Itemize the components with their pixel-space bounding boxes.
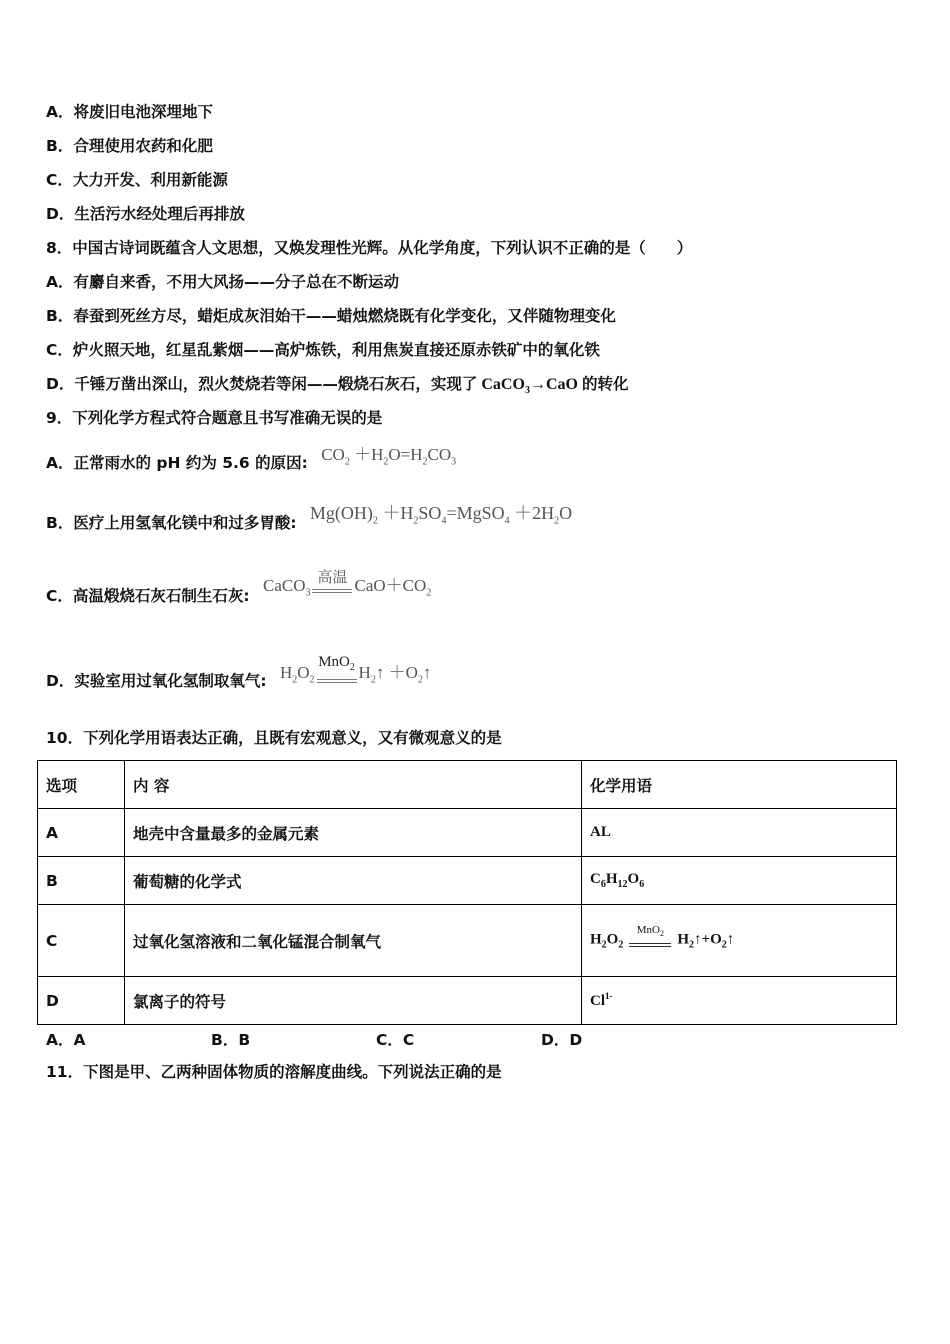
q7-option-c: C．大力开发、利用新能源 (46, 171, 228, 189)
q9-option-b (46, 503, 572, 532)
q8-option-c: C．炉火照天地，红星乱紫烟——高炉炼铁，利用焦炭直接还原赤铁矿中的氧化铁 (46, 341, 600, 359)
row-option: C (38, 905, 125, 977)
row-option: D (38, 977, 125, 1025)
row-symbol: AL (582, 809, 897, 857)
q7-option-a: A．将废旧电池深埋地下 (46, 103, 213, 121)
q9-option-a-label: A．正常雨水的 pH 约为 5.6 的原因: (46, 454, 308, 472)
table-row (38, 857, 897, 905)
q8-option-d-text: D．千锤万凿出深山，烈火焚烧若等闲——煅烧石灰石，实现了 (46, 375, 478, 393)
q8-option-d (46, 374, 628, 401)
row-symbol-equation: $H_2O_2$ MnO$_2$ $H_2↑+O_2↑$ (582, 905, 897, 977)
q9-option-a (46, 445, 456, 472)
row-content: 过氧化氢溶液和二氧化锰混合制氧气 (125, 905, 582, 977)
q9-option-d (46, 648, 432, 691)
row-content: 氯离子的符号 (125, 977, 582, 1025)
q7-option-d: D．生活污水经处理后再排放 (46, 205, 245, 223)
q8-option-a: A．有麝自来香，不用大风扬——分子总在不断运动 (46, 273, 399, 291)
q8-stem: 8．中国古诗词既蕴含人文思想，又焕发理性光辉。从化学角度，下列认识不正确的是（ ） (46, 239, 693, 257)
q10-stem: 10．下列化学用语表达正确，且既有宏观意义，又有微观意义的是 (46, 729, 502, 747)
row-option: B (38, 857, 125, 905)
row-content: 葡萄糖的化学式 (125, 857, 582, 905)
q8-option-b: B．春蚕到死丝方尽，蜡炬成灰泪始干——蜡烛燃烧既有化学变化，又伴随物理变化 (46, 307, 616, 325)
header-option: 选项 (38, 761, 125, 809)
answer-a: A．A (46, 1031, 86, 1049)
q9-stem: 9．下列化学方程式符合题意且书写准确无误的是 (46, 409, 383, 427)
row-symbol-glucose: $C_6H_{12}O_6$ (582, 857, 897, 905)
answer-d: D．D (541, 1031, 583, 1049)
table-catalyst-condition: MnO (636, 924, 660, 937)
table-header-row (38, 761, 897, 809)
q9-option-b-label: B．医疗上用氢氧化镁中和过多胃酸: (46, 514, 297, 532)
answer-b: B．B (211, 1031, 251, 1049)
row-content: 地壳中含量最多的金属元素 (125, 809, 582, 857)
q9-option-c-label: C．高温煅烧石灰石制生石灰: (46, 587, 250, 606)
q11-stem: 11．下图是甲、乙两种固体物质的溶解度曲线。下列说法正确的是 (46, 1063, 502, 1081)
high-temp-arrow (312, 570, 352, 593)
row-symbol-chloride: $Cl^{1-}$ (582, 977, 897, 1025)
equation-c: CaCO$_3$ 高温 $CaO+CO_2$ (262, 570, 432, 599)
table-row (38, 905, 897, 977)
header-symbol: 化学用语 (582, 761, 897, 809)
answer-c: C．C (376, 1031, 415, 1049)
equation-b: $Mg(OH)_2$ $+H_2SO_4=MgSO_4 +2H_2O$ (309, 503, 573, 527)
equation-a: $CO_2 +H_2O=H_2CO_3$ (321, 445, 457, 468)
q9-option-d-label: D．实验室用过氧化氢制取氧气: (46, 672, 267, 691)
q9-option-c (46, 566, 432, 606)
high-temp-condition: 高温 (317, 570, 348, 586)
header-content: 内 容 (125, 761, 582, 809)
catalyst-condition: MnO (318, 654, 350, 670)
row-option: A (38, 809, 125, 857)
catalyst-arrow: MnO$_2$ (317, 654, 357, 683)
equation-d: $H_2O_2$ MnO$_2$ $H_2↑$ $+O_2↑$ (279, 654, 432, 686)
catalyst-arrow-small: MnO$_2$ (629, 924, 671, 946)
q7-option-b: B．合理使用农药和化肥 (46, 137, 213, 155)
table-row (38, 977, 897, 1025)
q8-option-d-suffix: 的转化 (581, 375, 629, 393)
table-row (38, 809, 897, 857)
q10-table (37, 760, 897, 1025)
caco3-to-cao: CaCO$_3$→CaO (477, 376, 582, 397)
